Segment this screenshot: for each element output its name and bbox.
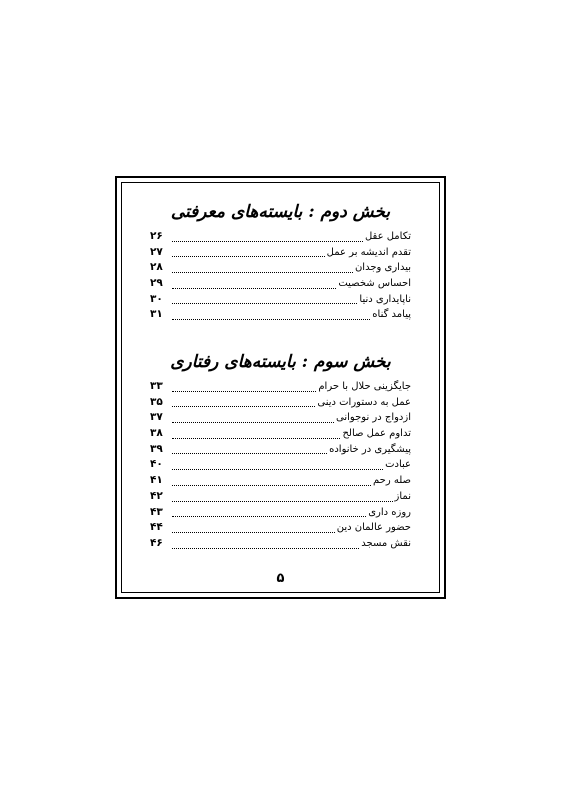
leader-dots [172, 531, 335, 533]
toc-entry-title: صله رحم [372, 475, 411, 487]
toc-entry[interactable] [150, 536, 411, 552]
toc-entry-title: پیشگیری در خانواده [329, 443, 411, 455]
toc-entry-page: ۲۷ [150, 245, 163, 258]
toc-entry-page: ۳۱ [150, 308, 163, 321]
toc-entry-page: ۴۴ [150, 521, 163, 534]
toc-entry-page: ۳۷ [150, 411, 163, 424]
toc-entry-title: تداوم عمل صالح [342, 428, 411, 440]
toc-entry[interactable] [150, 245, 411, 261]
toc-entry-page: ۳۵ [150, 395, 163, 408]
toc-entry-title: روزه داری [368, 506, 411, 518]
section-heading: بخش سوم : بایسته‌های رفتاری [170, 352, 391, 372]
toc-entry-page: ۴۱ [150, 474, 163, 487]
toc-entry-page: ۲۸ [150, 261, 163, 274]
toc-entry-title: نماز [394, 490, 411, 502]
toc-entry-page: ۴۲ [150, 489, 163, 502]
toc-entry[interactable] [150, 457, 411, 473]
leader-dots [172, 484, 371, 486]
toc-entry-page: ۴۰ [150, 458, 163, 471]
toc-entry[interactable] [150, 229, 411, 245]
toc-entry[interactable] [150, 410, 411, 426]
toc-entry[interactable] [150, 276, 411, 292]
toc-entry[interactable] [150, 260, 411, 276]
toc-entry-page: ۴۳ [150, 505, 163, 518]
toc-entry[interactable] [150, 292, 411, 308]
section-heading: بخش دوم : بایسته‌های معرفتی [170, 202, 391, 222]
toc-entry-title: پیامد گناه [372, 309, 411, 321]
toc-entry-title: حضور عالمان دین [336, 522, 411, 534]
toc-entry-title: تقدم اندیشه بر عمل [326, 246, 411, 258]
leader-dots [172, 437, 340, 439]
toc-entry-title: ازدواج در نوجوانی [336, 412, 411, 424]
toc-entry-page: ۳۹ [150, 442, 163, 455]
toc-entry-page: ۳۰ [150, 292, 163, 305]
toc-entry-title: عمل به دستورات دینی [317, 396, 411, 408]
leader-dots [172, 405, 315, 407]
toc-entry-page: ۳۸ [150, 427, 163, 440]
leader-dots [172, 287, 336, 289]
toc-entry-title: جایگزینی حلال با حرام [318, 381, 411, 392]
toc-entry[interactable] [150, 426, 411, 442]
toc-section-two [150, 197, 411, 323]
toc-entry-page: ۲۹ [150, 277, 163, 290]
toc-entry-page: ۳۳ [150, 380, 163, 392]
toc-entry[interactable] [150, 307, 411, 323]
toc-entry[interactable] [150, 489, 411, 505]
page-border-inner [121, 182, 440, 593]
toc-entry-page: ۲۶ [150, 230, 163, 242]
toc-entry[interactable] [150, 520, 411, 536]
leader-dots [172, 468, 383, 470]
toc-entry[interactable] [150, 505, 411, 521]
toc-entry-title: عبادت [385, 459, 411, 471]
toc-entry-title: بیداری وجدان [354, 262, 411, 274]
toc-entry-title: احساس شخصیت [338, 278, 411, 290]
toc-entry-page: ۴۶ [150, 536, 163, 549]
toc-entry-title: تکامل عقل [364, 231, 411, 242]
leader-dots [172, 271, 353, 273]
toc-entry[interactable] [150, 379, 411, 395]
page-border-outer [115, 176, 446, 599]
leader-dots [172, 500, 393, 502]
toc-entry[interactable] [150, 473, 411, 489]
toc-entry[interactable] [150, 442, 411, 458]
leader-dots [172, 240, 363, 242]
leader-dots [172, 318, 370, 320]
toc-entry-title: ناپایداری دنیا [359, 293, 411, 305]
toc-entry-title: نقش مسجد [361, 537, 411, 549]
toc-entry[interactable] [150, 395, 411, 411]
toc-section-three [150, 347, 411, 552]
leader-dots [172, 390, 316, 392]
leader-dots [172, 452, 327, 454]
leader-dots [172, 421, 334, 423]
page-number: ۵ [276, 571, 285, 586]
leader-dots [172, 515, 366, 517]
leader-dots [172, 255, 325, 257]
leader-dots [172, 547, 359, 549]
leader-dots [172, 302, 357, 304]
